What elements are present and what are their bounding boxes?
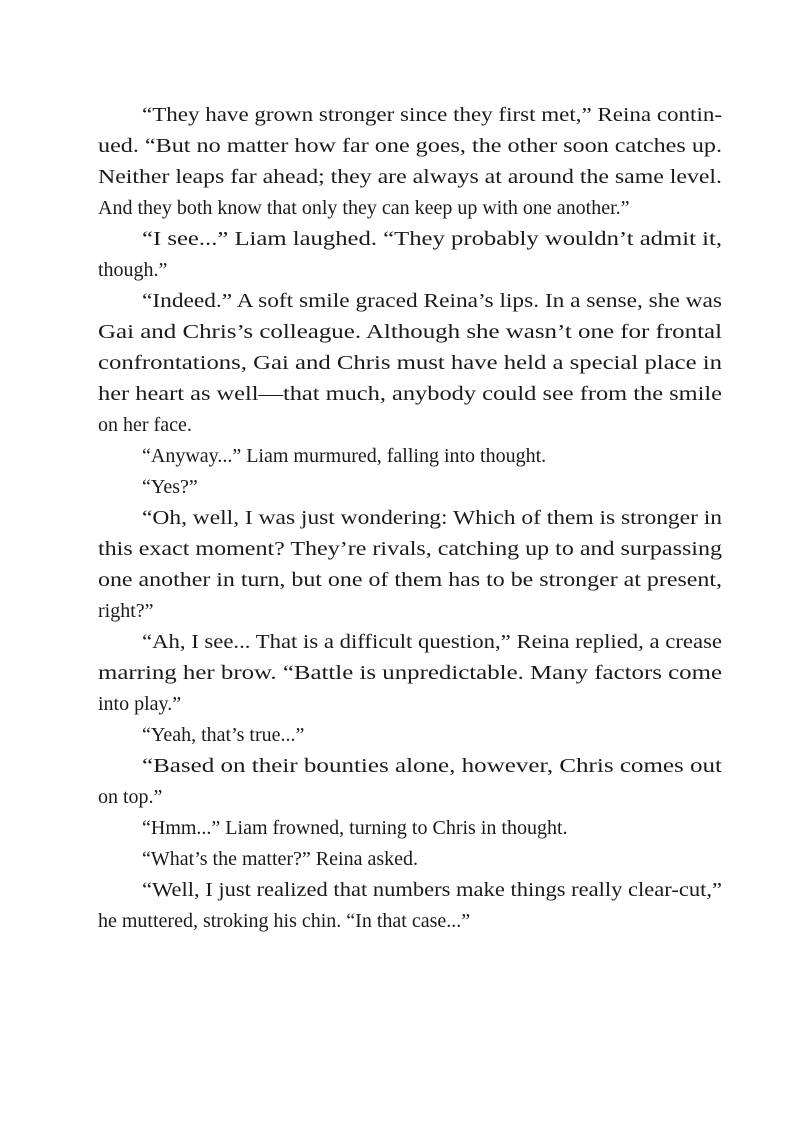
paragraph bbox=[98, 224, 722, 286]
line-text: on top.” bbox=[98, 786, 163, 808]
line-text: right?” bbox=[98, 600, 154, 622]
text-line bbox=[98, 100, 722, 131]
paragraph bbox=[98, 875, 722, 937]
text-line bbox=[98, 224, 722, 255]
line-text: “Based on their bounties alone, however, Chris comes out bbox=[142, 755, 722, 777]
line-text: “They have grown stronger since they first met,” Reina contin- bbox=[142, 104, 722, 126]
text-line bbox=[98, 255, 722, 286]
text-line bbox=[98, 317, 722, 348]
text-line bbox=[98, 348, 722, 379]
line-text: ued. “But no matter how far one goes, the other soon catches up. bbox=[98, 135, 722, 157]
line-text: into play.” bbox=[98, 693, 182, 715]
line-text: Neither leaps far ahead; they are always at around the same level. bbox=[98, 166, 722, 188]
line-text: one another in turn, but one of them has to be stronger at present, bbox=[98, 569, 722, 591]
text-line bbox=[98, 503, 722, 534]
paragraph bbox=[98, 627, 722, 720]
text-line bbox=[98, 410, 722, 441]
text-line bbox=[98, 286, 722, 317]
body-text bbox=[98, 100, 722, 937]
text-line bbox=[98, 565, 722, 596]
line-text: “Yeah, that’s true...” bbox=[142, 724, 305, 746]
paragraph bbox=[98, 503, 722, 627]
line-text: marring her brow. “Battle is unpredictable. Many factors come bbox=[98, 662, 722, 684]
line-text: And they both know that only they can keep up with one another.” bbox=[98, 197, 630, 219]
text-line bbox=[98, 627, 722, 658]
line-text: “Anyway...” Liam murmured, falling into thought. bbox=[142, 445, 547, 467]
line-text: though.” bbox=[98, 259, 168, 281]
line-text: “Yes?” bbox=[142, 476, 198, 498]
text-line bbox=[98, 193, 722, 224]
line-text: Gai and Chris’s colleague. Although she wasn’t one for frontal bbox=[98, 321, 722, 343]
text-line bbox=[98, 534, 722, 565]
text-line bbox=[98, 441, 722, 472]
paragraph bbox=[98, 751, 722, 813]
text-line bbox=[98, 720, 722, 751]
text-line bbox=[98, 875, 722, 906]
paragraph bbox=[98, 441, 722, 472]
line-text: “Oh, well, I was just wondering: Which of them is stronger in bbox=[142, 507, 722, 529]
text-line bbox=[98, 162, 722, 193]
text-line bbox=[98, 596, 722, 627]
text-line bbox=[98, 751, 722, 782]
line-text: “I see...” Liam laughed. “They probably wouldn’t admit it, bbox=[142, 228, 722, 250]
line-text: “What’s the matter?” Reina asked. bbox=[142, 848, 418, 870]
line-text: he muttered, stroking his chin. “In that case...” bbox=[98, 910, 471, 932]
line-text: her heart as well—that much, anybody could see from the smile bbox=[98, 383, 722, 405]
text-line bbox=[98, 906, 722, 937]
text-line bbox=[98, 472, 722, 503]
text-line bbox=[98, 658, 722, 689]
text-line bbox=[98, 379, 722, 410]
paragraph bbox=[98, 286, 722, 441]
text-line bbox=[98, 689, 722, 720]
paragraph bbox=[98, 813, 722, 875]
line-text: confrontations, Gai and Chris must have held a special place in bbox=[98, 352, 722, 374]
line-text: this exact moment? They’re rivals, catching up to and surpassing bbox=[98, 538, 722, 560]
text-line bbox=[98, 782, 722, 813]
line-text: on her face. bbox=[98, 414, 192, 436]
paragraph bbox=[98, 100, 722, 224]
line-text: “Ah, I see... That is a difficult question,” Reina replied, a crease bbox=[142, 631, 722, 653]
text-line bbox=[98, 131, 722, 162]
text-line bbox=[98, 844, 722, 875]
text-line bbox=[98, 813, 722, 844]
paragraph bbox=[98, 720, 722, 751]
paragraph bbox=[98, 472, 722, 503]
line-text: “Hmm...” Liam frowned, turning to Chris in thought. bbox=[142, 817, 568, 839]
line-text: “Well, I just realized that numbers make things really clear-cut,” bbox=[142, 879, 722, 901]
line-text: “Indeed.” A soft smile graced Reina’s lips. In a sense, she was bbox=[142, 290, 722, 312]
